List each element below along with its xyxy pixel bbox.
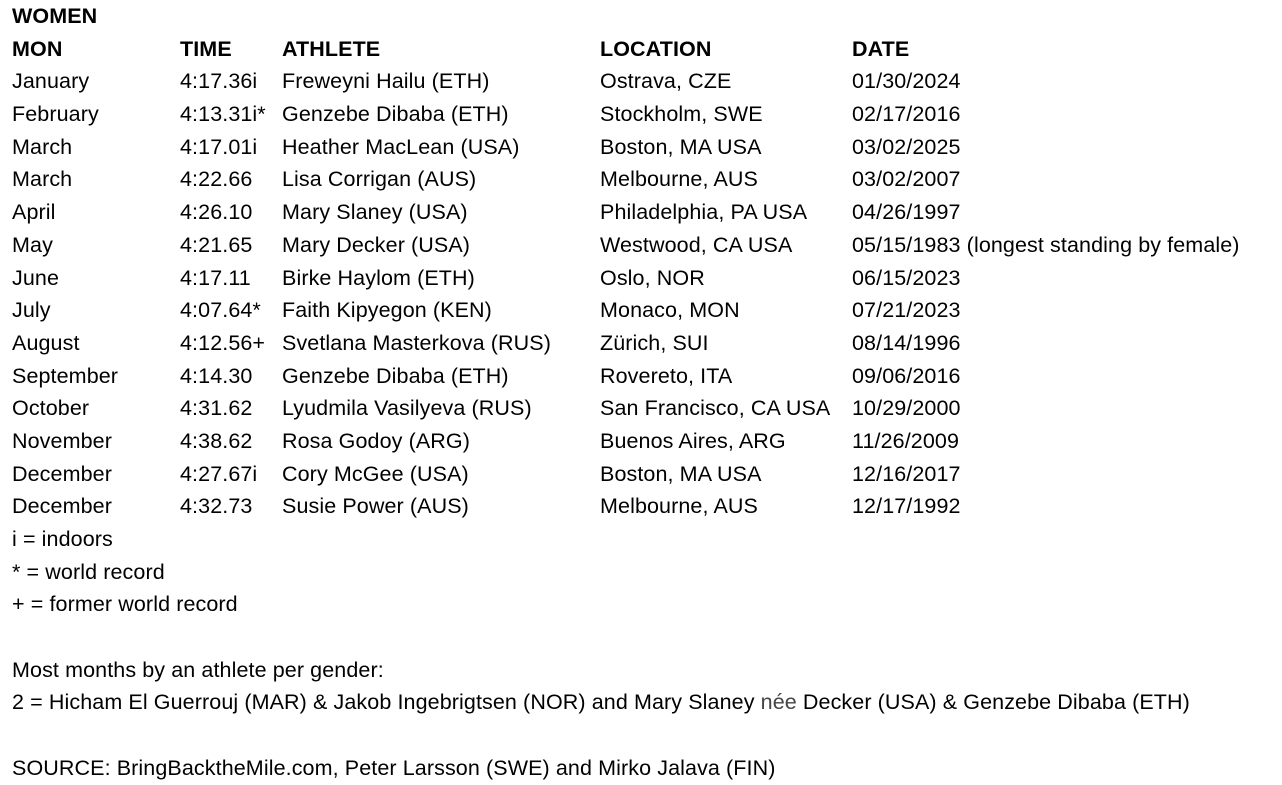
table-row bbox=[12, 294, 1280, 327]
cell-date: 05/15/1983 (longest standing by female) bbox=[852, 232, 1240, 257]
cell-athlete: Lyudmila Vasilyeva (RUS) bbox=[282, 396, 532, 421]
cell-location: Melbourne, AUS bbox=[600, 167, 758, 192]
most-months-text-b: Decker (USA) & Genzebe Dibaba (ETH) bbox=[796, 690, 1190, 715]
cell-date: 07/21/2023 bbox=[852, 298, 961, 323]
header-date: DATE bbox=[852, 36, 910, 61]
cell-location: Rovereto, ITA bbox=[600, 363, 733, 388]
cell-athlete: Heather MacLean (USA) bbox=[282, 134, 520, 159]
cell-time: 4:32.73 bbox=[180, 494, 253, 519]
table-row bbox=[12, 360, 1280, 393]
section-title: WOMEN bbox=[12, 4, 98, 28]
header-row bbox=[12, 33, 1280, 66]
cell-athlete: Rosa Godoy (ARG) bbox=[282, 428, 470, 453]
cell-month: January bbox=[12, 69, 90, 94]
cell-location: Boston, MA USA bbox=[600, 461, 762, 486]
cell-date: 08/14/1996 bbox=[852, 330, 961, 355]
blank-line bbox=[12, 719, 1280, 752]
cell-month: August bbox=[12, 330, 80, 355]
table-row bbox=[12, 65, 1280, 98]
cell-month: February bbox=[12, 102, 99, 127]
table-row bbox=[12, 458, 1280, 491]
source-line: SOURCE: BringBacktheMile.com, Peter Larsson (SWE) and Mirko Jalava (FIN) bbox=[12, 755, 776, 780]
cell-month: May bbox=[12, 232, 53, 257]
cell-date: 02/17/2016 bbox=[852, 102, 961, 127]
cell-location: Westwood, CA USA bbox=[600, 232, 793, 257]
blank-line bbox=[12, 621, 1280, 654]
header-location: LOCATION bbox=[600, 36, 712, 61]
cell-time: 4:17.01i bbox=[180, 134, 258, 159]
cell-date: 09/06/2016 bbox=[852, 363, 961, 388]
cell-time: 4:17.36i bbox=[180, 69, 258, 94]
table-row bbox=[12, 392, 1280, 425]
cell-time: 4:14.30 bbox=[180, 363, 253, 388]
cell-date: 04/26/1997 bbox=[852, 200, 961, 225]
cell-location: Stockholm, SWE bbox=[600, 102, 763, 127]
table-row bbox=[12, 98, 1280, 131]
records-document bbox=[12, 0, 1280, 785]
cell-athlete: Susie Power (AUS) bbox=[282, 494, 469, 519]
header-month: MON bbox=[12, 36, 63, 61]
cell-athlete: Mary Slaney (USA) bbox=[282, 200, 468, 225]
cell-time: 4:27.67i bbox=[180, 461, 258, 486]
most-months-heading: Most months by an athlete per gender: bbox=[12, 657, 384, 682]
cell-month: April bbox=[12, 200, 56, 225]
cell-date: 12/16/2017 bbox=[852, 461, 961, 486]
cell-location: Zürich, SUI bbox=[600, 330, 709, 355]
cell-month: December bbox=[12, 494, 112, 519]
cell-date: 10/29/2000 bbox=[852, 396, 961, 421]
cell-month: June bbox=[12, 265, 60, 290]
cell-location: Boston, MA USA bbox=[600, 134, 762, 159]
cell-date: 01/30/2024 bbox=[852, 69, 961, 94]
table-row bbox=[12, 131, 1280, 164]
cell-time: 4:12.56+ bbox=[180, 330, 266, 355]
table-row bbox=[12, 229, 1280, 262]
cell-date: 03/02/2025 bbox=[852, 134, 961, 159]
cell-month: March bbox=[12, 134, 73, 159]
cell-time: 4:22.66 bbox=[180, 167, 253, 192]
cell-time: 4:07.64* bbox=[180, 298, 261, 323]
table-row bbox=[12, 425, 1280, 458]
cell-location: San Francisco, CA USA bbox=[600, 396, 831, 421]
records-table-body bbox=[12, 65, 1280, 523]
cell-time: 4:13.31i* bbox=[180, 102, 266, 127]
cell-month: March bbox=[12, 167, 73, 192]
cell-athlete: Genzebe Dibaba (ETH) bbox=[282, 102, 509, 127]
cell-date: 12/17/1992 bbox=[852, 494, 961, 519]
cell-athlete: Faith Kipyegon (KEN) bbox=[282, 298, 492, 323]
cell-athlete: Cory McGee (USA) bbox=[282, 461, 469, 486]
cell-time: 4:38.62 bbox=[180, 428, 253, 453]
table-row bbox=[12, 262, 1280, 295]
legend-former-world-record: + = former world record bbox=[12, 592, 238, 617]
cell-location: Melbourne, AUS bbox=[600, 494, 758, 519]
table-row bbox=[12, 163, 1280, 196]
table-row bbox=[12, 327, 1280, 360]
cell-location: Ostrava, CZE bbox=[600, 69, 732, 94]
cell-athlete: Lisa Corrigan (AUS) bbox=[282, 167, 477, 192]
table-row bbox=[12, 196, 1280, 229]
cell-athlete: Freweyni Hailu (ETH) bbox=[282, 69, 490, 94]
cell-month: July bbox=[12, 298, 51, 323]
most-months-text-a: 2 = Hicham El Guerrouj (MAR) & Jakob Ingebrigtsen (NOR) and Mary Slaney bbox=[12, 690, 761, 715]
legend-world-record: * = world record bbox=[12, 559, 165, 584]
cell-month: October bbox=[12, 396, 90, 421]
table-row bbox=[12, 490, 1280, 523]
cell-location: Buenos Aires, ARG bbox=[600, 428, 786, 453]
most-months-detail bbox=[12, 686, 1280, 719]
cell-time: 4:26.10 bbox=[180, 200, 253, 225]
cell-time: 4:21.65 bbox=[180, 232, 253, 257]
nee-word: née bbox=[760, 690, 797, 715]
header-time: TIME bbox=[180, 36, 232, 61]
cell-athlete: Genzebe Dibaba (ETH) bbox=[282, 363, 509, 388]
cell-time: 4:31.62 bbox=[180, 396, 253, 421]
cell-location: Monaco, MON bbox=[600, 298, 740, 323]
cell-month: September bbox=[12, 363, 119, 388]
cell-time: 4:17.11 bbox=[180, 265, 251, 290]
cell-athlete: Svetlana Masterkova (RUS) bbox=[282, 330, 551, 355]
cell-month: November bbox=[12, 428, 112, 453]
cell-date: 11/26/2009 bbox=[852, 428, 960, 453]
cell-location: Philadelphia, PA USA bbox=[600, 200, 808, 225]
cell-date: 06/15/2023 bbox=[852, 265, 961, 290]
cell-athlete: Mary Decker (USA) bbox=[282, 232, 471, 257]
cell-athlete: Birke Haylom (ETH) bbox=[282, 265, 475, 290]
header-athlete: ATHLETE bbox=[282, 36, 381, 61]
cell-month: December bbox=[12, 461, 112, 486]
cell-location: Oslo, NOR bbox=[600, 265, 705, 290]
legend-indoors: i = indoors bbox=[12, 527, 113, 551]
cell-date: 03/02/2007 bbox=[852, 167, 961, 192]
